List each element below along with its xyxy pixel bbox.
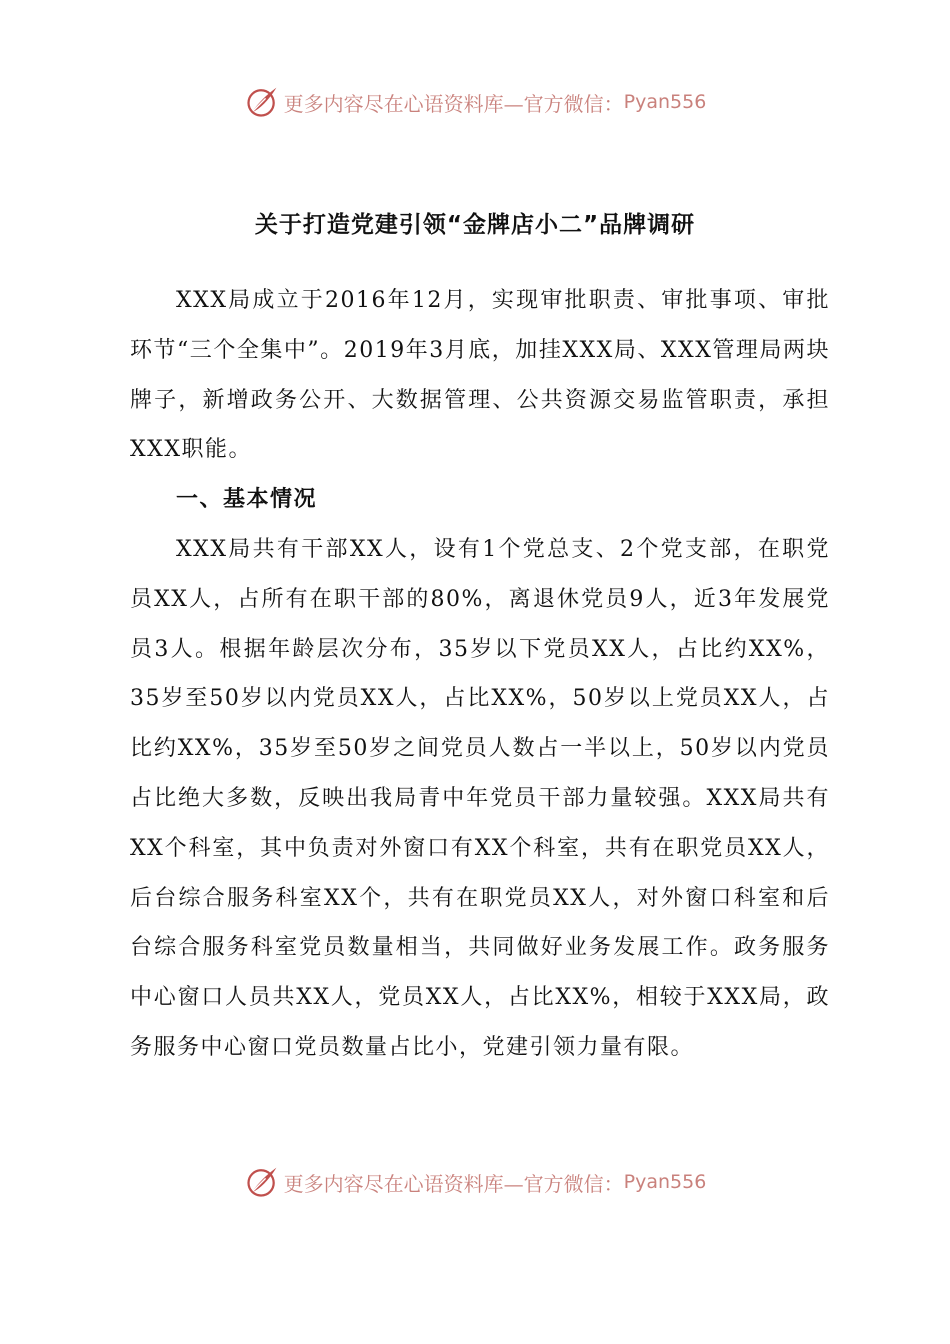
quill-pen-icon <box>244 1164 280 1200</box>
watermark-handle: Pyan556 <box>623 1171 707 1193</box>
section-heading: 一、基本情况 <box>176 487 318 513</box>
document-body <box>130 276 830 1073</box>
intro-paragraph: XXX局成立于2016年12月，实现审批职责、审批事项、审批环节“三个全集中”。2019年3月底，加挂XXX局、XXX管理局两块牌子，新增政务公开、大数据管理、公共资源交易监管职责，承担XXX职能。 <box>130 288 830 463</box>
quill-pen-icon <box>244 84 280 120</box>
watermark-text: 更多内容尽在心语资料库—官方微信： <box>283 1171 624 1196</box>
watermark-header <box>0 84 950 120</box>
document-title: 关于打造党建引领“金牌店小二”品牌调研 <box>254 212 696 238</box>
watermark-text: 更多内容尽在心语资料库—官方微信： <box>283 91 624 116</box>
watermark-footer <box>0 1164 950 1200</box>
section-paragraph: XXX局共有干部XX人，设有1个党总支、2个党支部，在职党员XX人，占所有在职干部的80%，离退休党员9人，近3年发展党员3人。根据年龄层次分布，35岁以下党员XX人，占比约XX%，35岁至50岁以内党员XX人，占比XX%，50岁以上党员XX人，占比约XX%，35岁至50岁之间党员人数占一半以上，50岁以内党员占比绝大多数，反映出我局青中年党员干部力量较强。XXX局共有XX个科室，其中负责对外窗口有XX个科室，共有在职党员XX人，后台综合服务科室XX个，共有在职党员XX人，对外窗口科室和后台综合服务科室党员数量相当，共同做好业务发展工作。政务服务中心窗口人员共XX人，党员XX人，占比XX%，相较于XXX局，政务服务中心窗口党员数量占比小，党建引领力量有限。 <box>130 536 830 1060</box>
watermark-handle: Pyan556 <box>623 91 707 113</box>
